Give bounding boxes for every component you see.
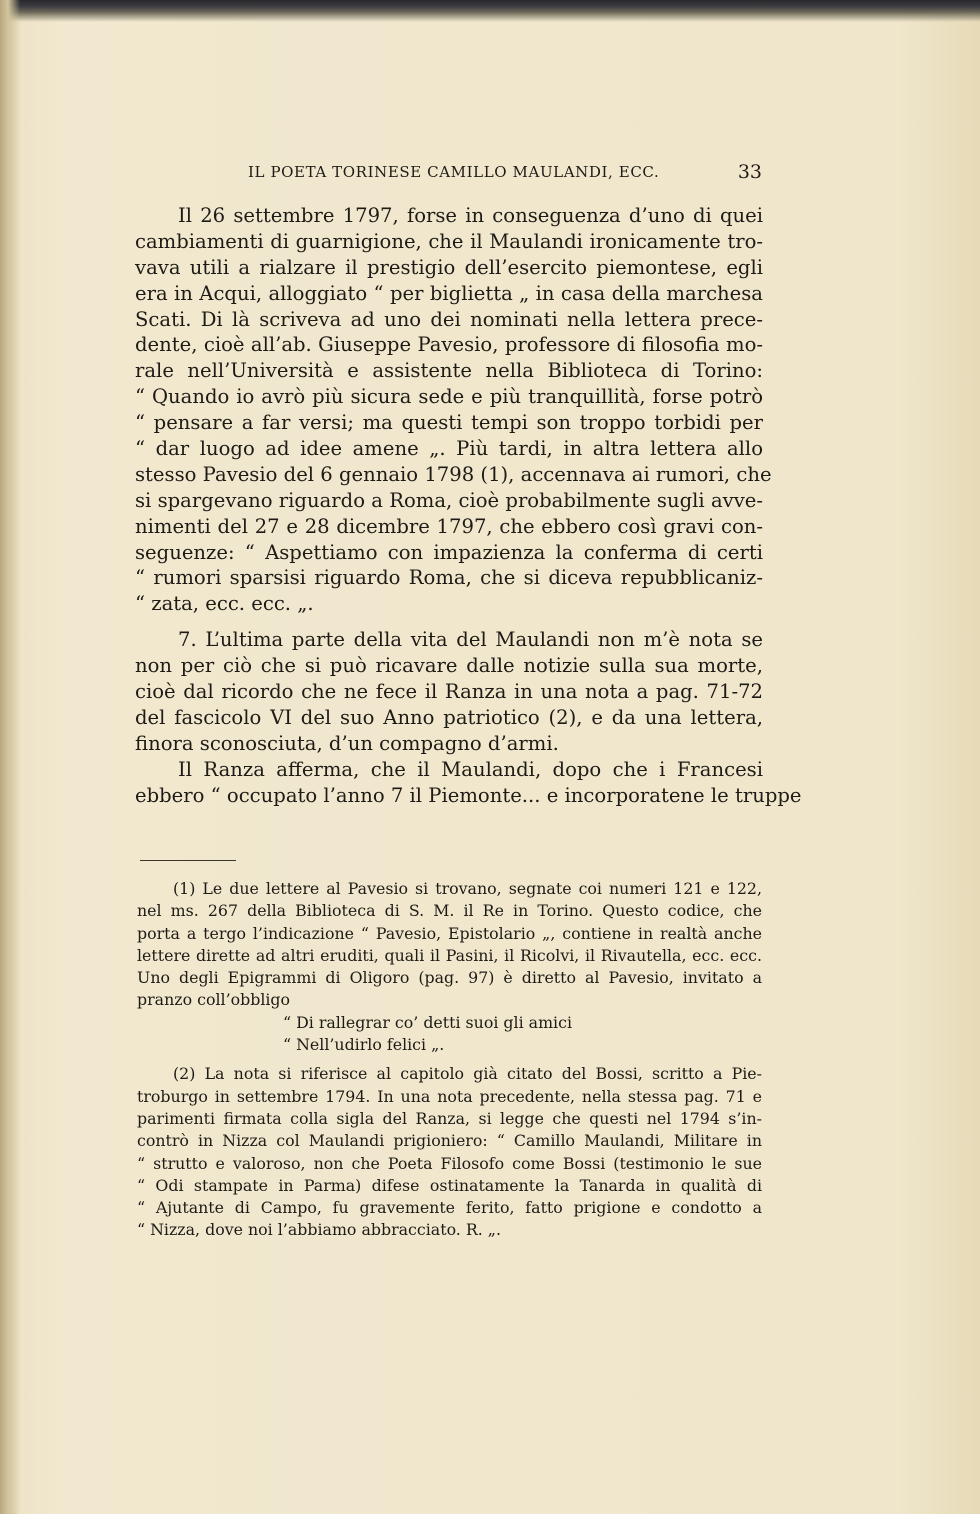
text-line: del fascicolo VI del suo Anno patriotico (2), e da una lettera, (135, 705, 763, 729)
footnote-quote-line: “ Di rallegrar co’ detti suoi gli amici (283, 1012, 572, 1032)
text-line: Il Ranza afferma, che il Maulandi, dopo che i Francesi (178, 757, 763, 781)
text-line: nimenti del 27 e 28 dicembre 1797, che ebbero così gravi con- (135, 514, 763, 538)
body-text (135, 203, 802, 808)
footnote-line: nel ms. 267 della Biblioteca di S. M. il Re in Torino. Questo codice, che (137, 901, 762, 921)
text-line: si spargevano riguardo a Roma, cioè probabilmente sugli avve- (135, 488, 763, 512)
footnote-quote-line: “ Nell’udirlo felici „. (283, 1035, 445, 1055)
text-line: cambiamenti di guarnigione, che il Maulandi ironicamente tro- (135, 229, 763, 253)
footnote-line: “ Odi stampate in Parma) difese ostinatamente la Tanarda in qualità di (137, 1175, 762, 1195)
footnote-line: porta a tergo l’indicazione “ Pavesio, Epistolario „, contiene in realtà anche (137, 923, 762, 943)
text-line: “ rumori sparsisi riguardo Roma, che si diceva repubblicaniz- (135, 566, 763, 590)
text-line: dente, cioè all’ab. Giuseppe Pavesio, professore di filosofia mo- (135, 333, 763, 357)
footnote-line: contrò in Nizza col Maulandi prigioniero: “ Camillo Maulandi, Militare in (137, 1131, 762, 1151)
text-line: rale nell’Università e assistente nella Biblioteca di Torino: (135, 359, 763, 383)
text-line: Il 26 settembre 1797, forse in conseguenza d’uno di quei (178, 204, 763, 227)
text-line: vava utili a rialzare il prestigio dell’esercito piemontese, egli (135, 255, 763, 279)
text-line: “ Quando io avrò più sicura sede e più tranquillità, forse potrò (135, 385, 763, 409)
footnote-line: Uno degli Epigrammi di Oligoro (pag. 97) è diretto al Pavesio, invitato a (137, 968, 762, 988)
text-line: seguenze: “ Aspettiamo con impazienza la conferma di certi (135, 540, 763, 564)
text-line: era in Acqui, alloggiato “ per biglietta „ in casa della marchesa (135, 281, 763, 305)
running-head: IL POETA TORINESE CAMILLO MAULANDI, ECC. (248, 163, 660, 181)
footnotes (137, 878, 762, 1242)
text-line: non per ciò che si può ricavare dalle notizie sulla sua morte, (135, 654, 763, 678)
text-line: cioè dal ricordo che ne fece il Ranza in una nota a pag. 71-72 (135, 680, 763, 704)
text-line: “ dar luogo ad idee amene „. Più tardi, in altra lettera allo (135, 437, 763, 461)
footnote-line: lettere dirette ad altri eruditi, quali il Pasini, il Ricolvi, il Rivautella, ecc. ecc. (137, 945, 762, 965)
footnote-line: parimenti firmata colla sigla del Ranza, si legge che questi nel 1794 s’in- (137, 1108, 762, 1128)
scan-top-edge (0, 0, 980, 22)
scan-binding-edge (0, 0, 20, 1514)
text-line: stesso Pavesio del 6 gennaio 1798 (1), accennava ai rumori, che (135, 462, 772, 486)
text-line: 7. L’ultima parte della vita del Maulandi non m’è nota se (178, 628, 763, 652)
footnote-line: “ Ajutante di Campo, fu gravemente ferito, fatto prigione e condotto a (137, 1198, 762, 1218)
footnote-line: pranzo coll’obbligo (137, 990, 291, 1010)
text-line: “ zata, ecc. ecc. „. (135, 592, 314, 616)
footnote-line: (2) La nota si riferisce al capitolo già citato del Bossi, scritto a Pie- (173, 1064, 762, 1084)
footnote-line: “ strutto e valoroso, non che Poeta Filosofo come Bossi (testimonio le sue (137, 1153, 762, 1173)
page-number: 33 (737, 161, 762, 183)
footnote-line: “ Nizza, dove noi l’abbiamo abbracciato. R. „. (137, 1220, 501, 1240)
footnote-line: (1) Le due lettere al Pavesio si trovano, segnate coi numeri 121 e 122, (173, 879, 762, 898)
text-line: finora sconosciuta, d’un compagno d’armi. (135, 731, 559, 755)
footnote-divider (140, 860, 236, 861)
text-line: “ pensare a far versi; ma questi tempi son troppo torbidi per (135, 411, 763, 435)
text-line: ebbero “ occupato l’anno 7 il Piemonte... e incorporatene le truppe (135, 783, 802, 807)
footnote-line: troburgo in settembre 1794. In una nota precedente, nella stessa pag. 71 e (137, 1086, 762, 1106)
text-line: Scati. Di là scriveva ad uno dei nominati nella lettera prece- (135, 307, 763, 331)
page-header (248, 163, 768, 193)
